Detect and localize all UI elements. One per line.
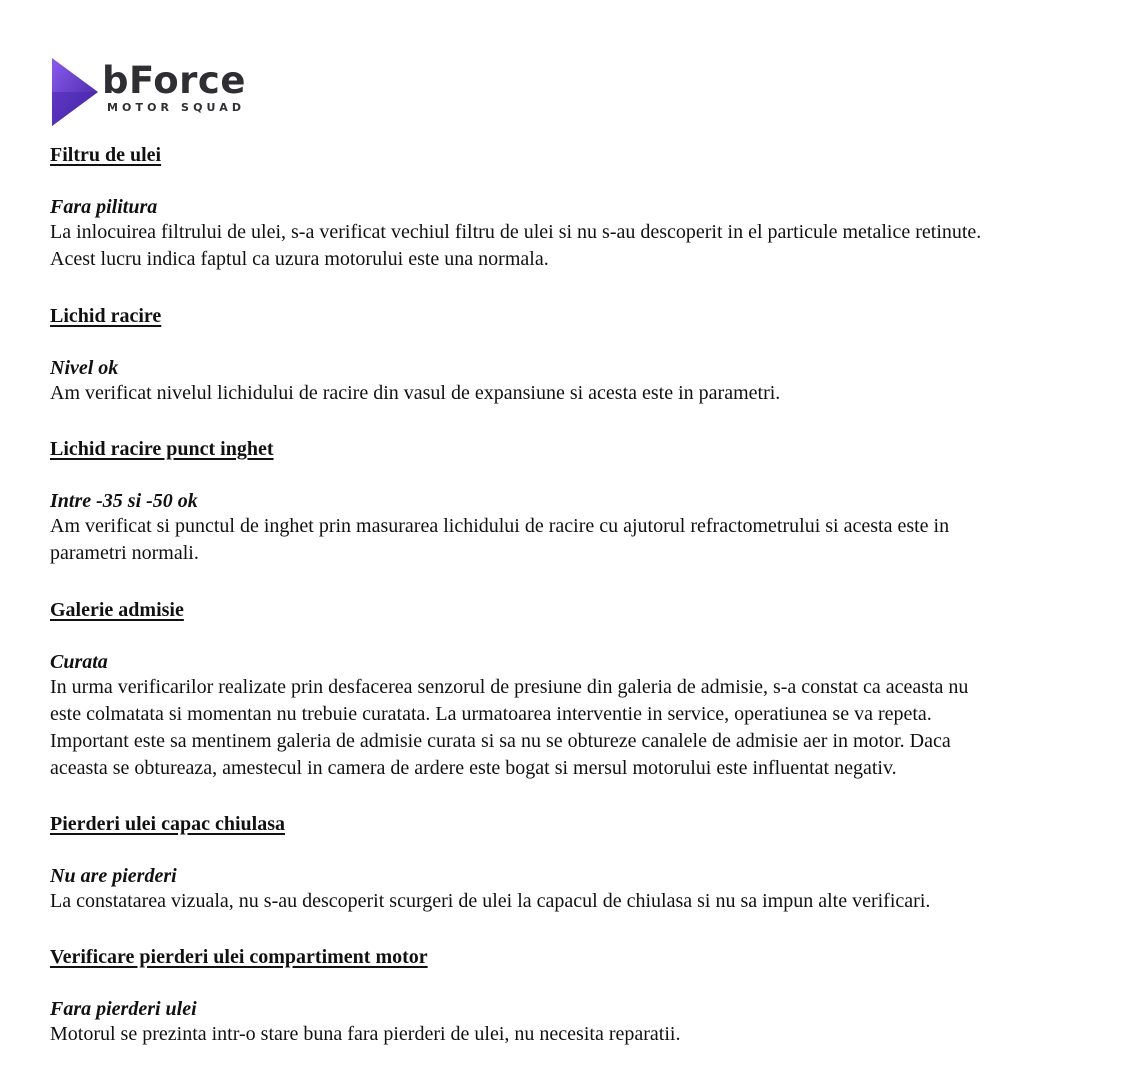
section-status: Fara pilitura bbox=[50, 196, 158, 218]
section-description: Am verificat nivelul lichidului de racire din vasul de expansiune si acesta este in parametri. bbox=[50, 382, 781, 404]
section-heading: Lichid racire bbox=[50, 305, 162, 327]
logo-arrow-icon bbox=[50, 56, 100, 128]
section-status: Nu are pierderi bbox=[50, 865, 177, 887]
section-description: La constatarea vizuala, nu s-au descoperit scurgeri de ulei la capacul de chiulasa si nu sa impun alte verificari. bbox=[50, 890, 931, 912]
section-valve-cover-leaks bbox=[50, 812, 1130, 915]
section-status: Intre -35 si -50 ok bbox=[50, 490, 198, 512]
section-engine-bay-leaks bbox=[50, 945, 1130, 1048]
section-status: Nivel ok bbox=[50, 357, 119, 379]
bforce-logo bbox=[50, 56, 260, 128]
logo-tagline: MOTOR SQUAD bbox=[107, 101, 246, 114]
section-description: La inlocuirea filtrului de ulei, s-a verificat vechiul filtru de ulei si nu s-au descoperit in el particule metalice retinute. Acest lucru indica faptul ca uzura motorului este una normala. bbox=[50, 221, 982, 270]
section-heading: Galerie admisie bbox=[50, 599, 184, 621]
logo-brand-text: bForce bbox=[102, 59, 246, 102]
section-heading: Pierderi ulei capac chiulasa bbox=[50, 813, 285, 835]
section-status: Fara pierderi ulei bbox=[50, 998, 197, 1020]
section-description: In urma verificarilor realizate prin desfacerea senzorul de presiune din galeria de admisie, s-a constat ca aceasta nu este colmatata si momentan nu trebuie curatata. La urmatoarea interventie in service, operatiunea se va repeta. Important este sa mentinem galeria de admisie curata si sa nu se obtureze canalele de admisie aer in motor. Daca aceasta se obtureaza, amestecul in camera de ardere este bogat si mersul motorului este influentat negativ. bbox=[50, 676, 969, 779]
section-heading: Verificare pierderi ulei compartiment motor bbox=[50, 946, 428, 968]
section-oil-filter bbox=[50, 143, 1130, 273]
section-heading: Lichid racire punct inghet bbox=[50, 438, 274, 460]
section-description: Am verificat si punctul de inghet prin masurarea lichidului de racire cu ajutorul refractometrului si acesta este in parametri normali. bbox=[50, 515, 950, 564]
section-intake-manifold bbox=[50, 598, 1130, 782]
section-coolant-freeze-point bbox=[50, 437, 1130, 567]
section-coolant bbox=[50, 304, 1130, 407]
section-status: Curata bbox=[50, 651, 108, 673]
section-description: Motorul se prezinta intr-o stare buna fara pierderi de ulei, nu necesita reparatii. bbox=[50, 1023, 681, 1045]
section-heading: Filtru de ulei bbox=[50, 144, 162, 166]
